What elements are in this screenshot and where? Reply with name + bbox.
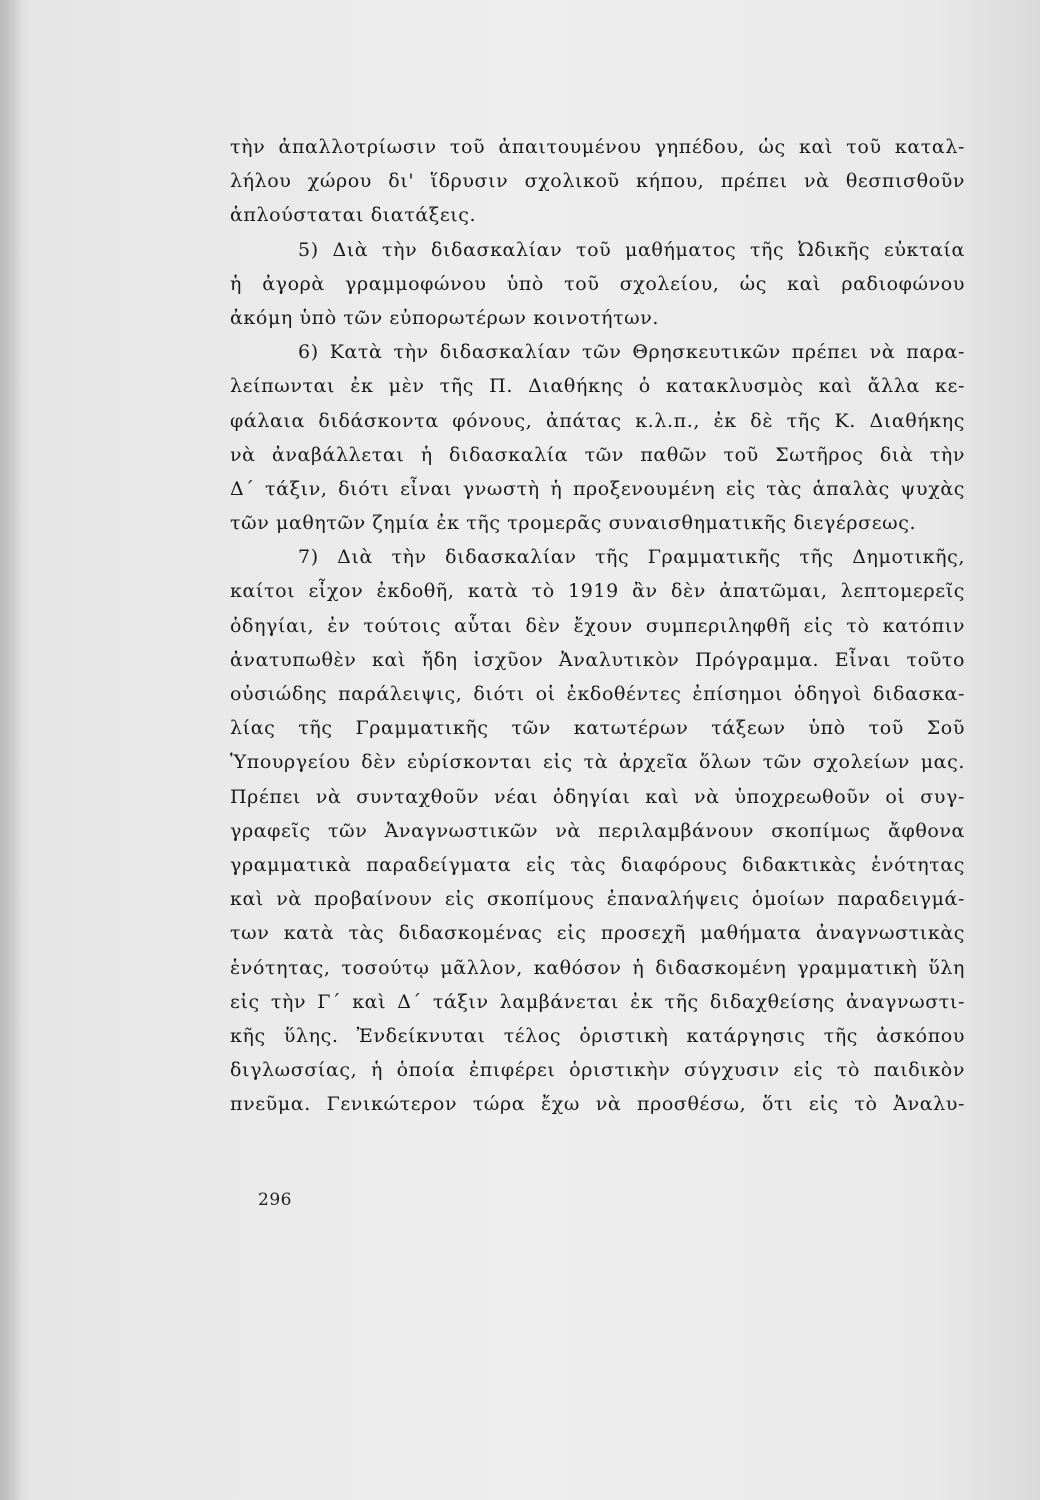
text-line: Πρέπει νὰ συνταχθοῦν νέαι ὁδηγίαι καὶ νὰ ὑποχρεωθοῦν οἱ συγ- bbox=[230, 785, 965, 808]
text-line: τὴν ἀπαλλοτρίωσιν τοῦ ἀπαιτουμένου γηπέδου, ὡς καὶ τοῦ καταλ- bbox=[230, 136, 965, 158]
text-line: λείπωνται ἐκ μὲν τῆς Π. Διαθήκης ὁ κατακλυσμὸς καὶ ἄλλα κε- bbox=[230, 375, 965, 398]
text-line: 7) Διὰ τὴν διδασκαλίαν τῆς Γραμματικῆς τῆς Δημοτικῆς, bbox=[298, 546, 965, 569]
text-line: Δ΄ τάξιν, διότι εἶναι γνωστὴ ἡ προξενουμένη εἰς τὰς ἁπαλὰς ψυχὰς bbox=[230, 477, 965, 500]
text-line: ἡ ἀγορὰ γραμμοφώνου ὑπὸ τοῦ σχολείου, ὡς καὶ ραδιοφώνου bbox=[230, 272, 965, 295]
text-line: 6) Κατὰ τὴν διδασκαλίαν τῶν Θρησκευτικῶν πρέπει νὰ παρα- bbox=[298, 341, 965, 364]
text-line: λίας τῆς Γραμματικῆς τῶν κατωτέρων τάξεων ὑπὸ τοῦ Σοῦ bbox=[230, 717, 965, 740]
text-line: καίτοι εἶχον ἐκδοθῆ, κατὰ τὸ 1919 ἂν δὲν ἀπατῶμαι, λεπτομερεῖς bbox=[230, 580, 965, 603]
text-line: ἁπλούσταται διατάξεις. bbox=[230, 204, 477, 227]
text-line: οὐσιώδης παράλειψις, διότι οἱ ἐκδοθέντες ἐπίσημοι ὁδηγοὶ διδασκα- bbox=[230, 683, 965, 705]
text-line: ἀνατυπωθὲν καὶ ἤδη ἰσχῦον Ἀναλυτικὸν Πρόγραμμα. Εἶναι τοῦτο bbox=[230, 648, 965, 671]
body-text bbox=[230, 130, 965, 1121]
text-line: ὁδηγίαι, ἐν τούτοις αὗται δὲν ἔχουν συμπεριληφθῆ εἰς τὸ κατόπιν bbox=[230, 614, 965, 637]
text-line: λήλου χώρου δι' ἵδρυσιν σχολικοῦ κήπου, πρέπει νὰ θεσπισθοῦν bbox=[230, 170, 965, 193]
text-line: γραμματικὰ παραδείγματα εἰς τὰς διαφόρους διδακτικὰς ἑνότητας bbox=[230, 853, 965, 876]
text-line: διγλωσσίας, ἡ ὁποία ἐπιφέρει ὁριστικὴν σύγχυσιν εἰς τὸ παιδικὸν bbox=[230, 1059, 965, 1082]
text-line: τῶν μαθητῶν ζημία ἐκ τῆς τρομερᾶς συναισθηματικῆς διεγέρσεως. bbox=[230, 512, 917, 535]
text-line: των κατὰ τὰς διδασκομένας εἰς προσεχῆ μαθήματα ἀναγνωστικὰς bbox=[230, 922, 965, 945]
paragraph-5 bbox=[230, 233, 965, 336]
text-line: κῆς ὕλης. Ἐνδείκνυται τέλος ὁριστικὴ κατάργησις τῆς ἀσκόπου bbox=[230, 1024, 965, 1047]
page-number: 296 bbox=[258, 1190, 292, 1210]
text-line: νὰ ἀναβάλλεται ἡ διδασκαλία τῶν παθῶν τοῦ Σωτῆρος διὰ τὴν bbox=[230, 443, 965, 466]
text-line: εἰς τὴν Γ΄ καὶ Δ΄ τάξιν λαμβάνεται ἐκ τῆς διδαχθείσης ἀναγνωστι- bbox=[230, 990, 965, 1013]
text-line: ἑνότητας, τοσούτῳ μᾶλλον, καθόσον ἡ διδασκομένη γραμματικὴ ὕλη bbox=[230, 956, 965, 979]
text-line: ἀκόμη ὑπὸ τῶν εὐπορωτέρων κοινοτήτων. bbox=[230, 306, 660, 329]
paragraph-6 bbox=[230, 335, 965, 540]
paragraph-7 bbox=[230, 540, 965, 1121]
text-line: Ὑπουργείου δὲν εὑρίσκονται εἰς τὰ ἀρχεῖα ὅλων τῶν σχολείων μας. bbox=[230, 751, 965, 774]
paragraph-continuation bbox=[230, 130, 965, 233]
text-line: φάλαια διδάσκοντα φόνους, ἀπάτας κ.λ.π., ἐκ δὲ τῆς Κ. Διαθήκης bbox=[230, 409, 965, 432]
page-spine-shadow bbox=[0, 0, 22, 1500]
text-line: 5) Διὰ τὴν διδασκαλίαν τοῦ μαθήματος τῆς Ὠδικῆς εὐκταία bbox=[298, 238, 965, 261]
text-line: πνεῦμα. Γενικώτερον τώρα ἔχω νὰ προσθέσω, ὅτι εἰς τὸ Ἀναλυ- bbox=[230, 1093, 965, 1116]
text-line: καὶ νὰ προβαίνουν εἰς σκοπίμους ἐπαναλήψεις ὁμοίων παραδειγμά- bbox=[230, 888, 965, 911]
text-line: γραφεῖς τῶν Ἀναγνωστικῶν νὰ περιλαμβάνουν σκοπίμως ἄφθονα bbox=[230, 819, 965, 842]
